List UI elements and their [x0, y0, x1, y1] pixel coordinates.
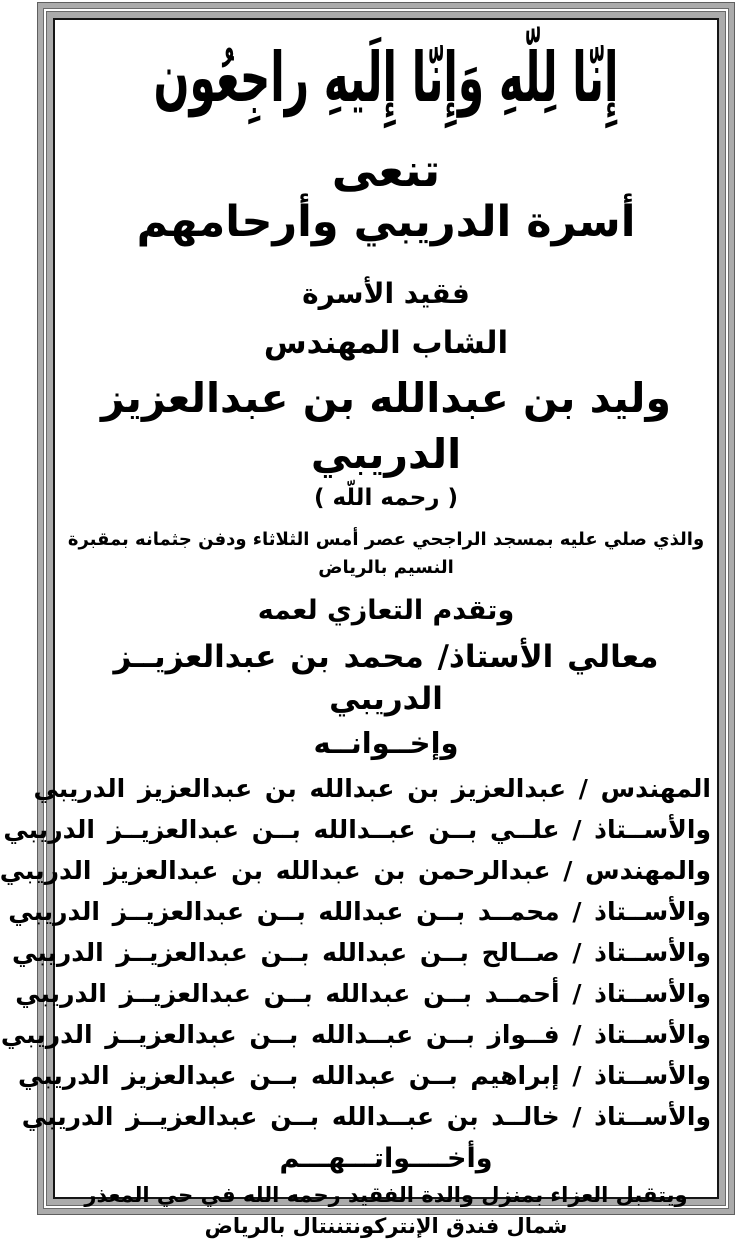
deceased-title: الشاب المهندس: [263, 324, 509, 361]
decorative-frame-inner: [0, 11, 726, 1239]
brother-name: والأســتاذ / أحمــد بــن عبدالله بــن عبدالعزيــز الدريبي: [15, 978, 711, 1008]
brother-name: والأســتاذ / محمــد بــن عبدالله بــن عبدالعزيــز الدريبي: [8, 896, 711, 926]
brother-name: والمهندس / عبدالرحمن بن عبدالله بن عبدالعزيز الدريبي: [0, 855, 711, 885]
brothers-list: [0, 768, 711, 1137]
uncle-name: معالي الأستاذ/ محمد بن عبدالعزيــز الدريبي: [113, 639, 659, 718]
brother-name: والأســتاذ / علــي بــن عبــدالله بــن عبدالعزيــز الدريبي: [3, 814, 711, 844]
brothers-label: وإخــوانــه: [313, 726, 459, 761]
deceased-label: فقيد الأسرة: [302, 277, 470, 311]
decorative-frame-outer: [0, 2, 735, 1239]
brother-name: والأســتاذ / إبراهيم بــن عبدالله بــن عبدالعزيز الدريبي: [17, 1060, 711, 1090]
inna-lillahi-calligraphy: إِنّا لِلّهِ وَإِنّا إِلَيهِ راجِعُون: [153, 38, 619, 118]
obituary-content: [0, 38, 711, 1239]
funeral-details: والذي صلي عليه بمسجد الراجحي عصر أمس الثلاثاء ودفن جثمانه بمقبرة النسيم بالرياض: [67, 528, 705, 578]
brother-name: والأســتاذ / فــواز بــن عبــدالله بــن عبدالعزيــز الدريبي: [0, 1019, 711, 1049]
brother-name: والأســتاذ / صــالح بــن عبدالله بــن عبدالعزيــز الدريبي: [12, 937, 711, 967]
announce-verb: تنعى: [331, 143, 441, 197]
mercy-phrase: ( رحمه اللّه ): [313, 484, 459, 511]
condolence-location: ويتقبل العزاء بمنزل والدة الفقيد رحمه الله في حي المعذر: [84, 1182, 688, 1207]
brother-name: المهندس / عبدالعزيز بن عبدالله بن عبدالعزيز الدريبي: [33, 773, 711, 803]
condolence-intro: وتقدم التعازي لعمه: [257, 594, 515, 626]
sisters-label: وأخــــواتـــهـــم: [279, 1142, 493, 1174]
brother-name: والأســتاذ / خالــد بن عبــدالله بــن عبدالعزيــز الدريبي: [21, 1101, 711, 1131]
mourning-family-name: أسرة الدريبي وأرحامهم: [136, 196, 636, 247]
deceased-name: وليد بن عبدالله بن عبدالعزيز الدريبي: [101, 374, 671, 478]
condolence-location-detail: شمال فندق الإنتركونتننتال بالرياض: [204, 1214, 568, 1239]
